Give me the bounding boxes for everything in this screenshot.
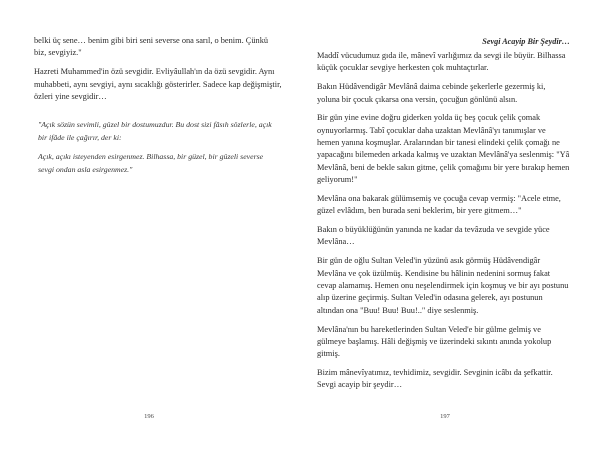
page-number-right: 197	[440, 413, 450, 420]
right-page	[300, 0, 600, 449]
paragraph: Maddî vücudumuz gıda ile, mânevî varlığımız da sevgi ile büyür. Bilhassa küçük çocuklar sevgiye herkesten çok muhtaçtırlar.	[317, 51, 566, 73]
paragraph: Hazreti Muhammed'in özü sevgidir. Evliyâullah'ın da özü sevgidir. Aynı muhabbeti, aynı sevgiyi, aynı sıcaklığı gösterirler. Sadece kap değişmiştir, özleri yine sevgidir…	[34, 67, 282, 101]
page-number-left: 196	[144, 413, 154, 420]
paragraph: Bir gün yine evine doğru giderken yolda üç beş çocuk çelik çomak oynuyorlarmış. Tabî çocuklar daha uzaktan Mevlânâ'yı tanımışlar ve hemen yanına koşmuşlar. Aralarından bir tanesi elindeki çelik çomağı ne yapacağını bilemeden arkada kalmış ve uzaktan Mevlânâ'ya seslenmiş: "Yâ Mevlânâ, beni de bekle sakın gitme, çelik çomağımı bir yere bırakıp hemen geliyorum!"	[317, 113, 570, 185]
paragraph: belki üç sene… benim gibi biri seni severse ona sarıl, o benim. Çünkü biz, sevgiyiz."	[34, 36, 269, 58]
running-head: Sevgi Acayip Bir Şeydir…	[482, 37, 570, 46]
paragraph: Bir gün de oğlu Sultan Veled'in yüzünü asık görmüş Hüdâvendigâr Mevlâna ve çok üzülmüş. Kendisine bu hâlinin nedenini sormuş fakat cevap alamamış. Hemen onu neşelendirmek için koşmuş ve bir ayı postunu alıp üzerine geçirmiş. Sultan Veled'in odasına gelerek, ayı postunun altından ona "Buu! Buu! Buu!.." diye seslenmiş.	[317, 256, 569, 315]
paragraph: Bakın Hüdâvendigâr Mevlânâ daima cebinde şekerlerle gezermiş ki, yoluna bir çocuk çıkarsa ona versin, çocuğun gönlünü alsın.	[317, 82, 546, 104]
paragraph: Bizim mânevîyatımız, tevhidimiz, sevgidir. Sevginin icâbı da şefkattir. Sevgi acayip bir şeydir…	[317, 368, 553, 390]
paragraph: Mevlâna ona bakarak gülümsemiş ve çocuğa cevap vermiş: "Acele etme, güzel evlâdım, ben burada seni beklerim, bir yere gitmem…"	[317, 193, 561, 216]
quote-paragraph: "Açık sözün sevimli, güzel bir dostumuzdur. Bu dost sizi fâsıh sözlerle, açık bir ifâde ile çağırır, der ki:	[38, 120, 272, 142]
block-quote	[34, 119, 282, 176]
paragraph: Mevlâna'nın bu hareketlerinden Sultan Veled'e bir gülme gelmiş ve gülmeye başlamış. Hâli değişmiş ve üzerindeki sıkıntı anında yokolup gitmiş.	[317, 324, 552, 359]
quote-paragraph: Açık, açıkı isteyenden esirgenmez. Bilhassa, bir güzel, bir güzeli severse sevgi ondan asla esirgenmez."	[38, 151, 264, 174]
paragraph: Bakın o büyüklüğünün yanında ne kadar da tevâzuda ve sevgide yüce Mevlâna…	[317, 225, 550, 247]
